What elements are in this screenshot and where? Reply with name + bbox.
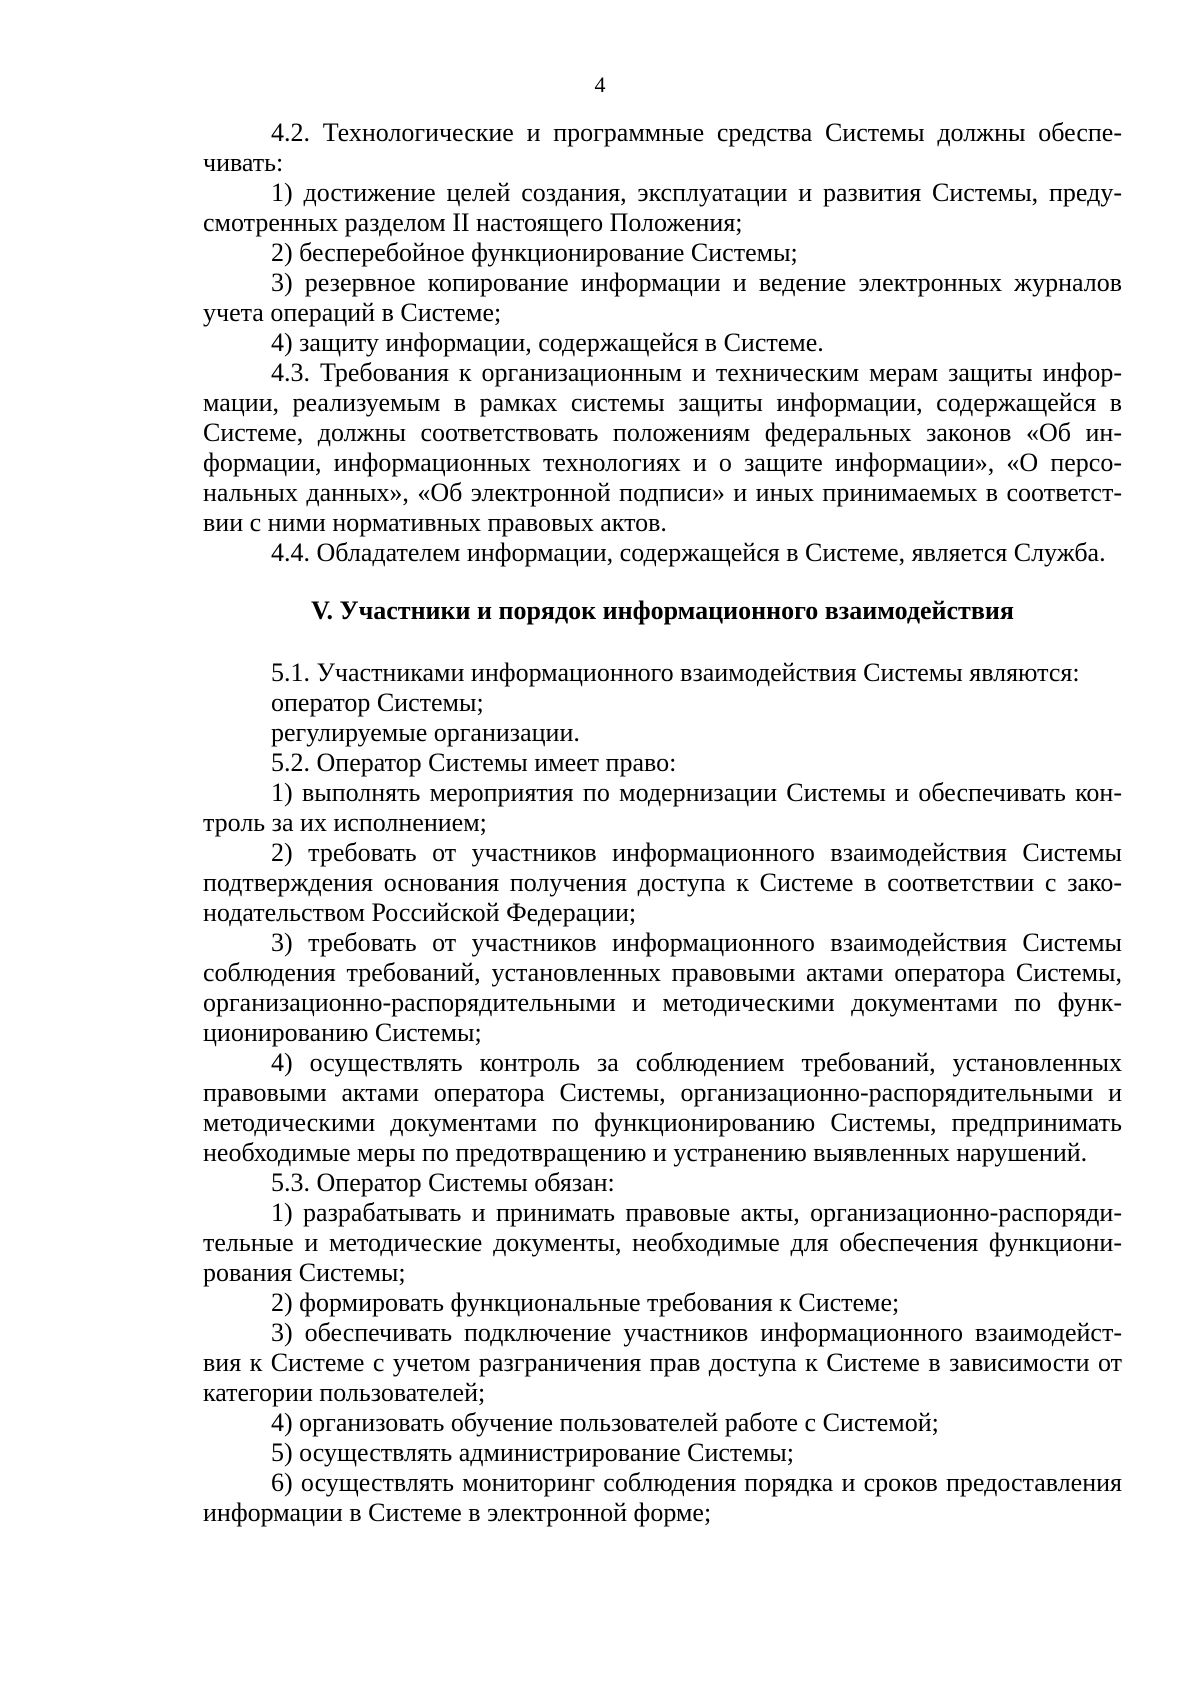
document-body xyxy=(203,118,1122,1528)
paragraph-4-4: 4.4. Обладателем информации, содержащейся в Системе, является Служба. xyxy=(271,538,1106,567)
paragraph-5-2: 5.2. Оператор Системы имеет право: xyxy=(271,748,677,777)
paragraph-5-3-item-5: 5) осуществлять администрирование Системы; xyxy=(271,1438,794,1467)
paragraph-4-2: 4.2. Технологические и программные средства Системы должны обеспечивать: xyxy=(203,118,1122,177)
paragraph-4-2-item-3: 3) резервное копирование информации и ведение электронных журналов учета операций в Системе; xyxy=(203,268,1122,327)
paragraph-5-2-item-3: 3) требовать от участников информационного взаимодействия Системы соблюдения требований, установленных правовыми актами оператора Системы, организационно-распорядительными и методическими документами по функционированию Системы; xyxy=(203,928,1122,1047)
paragraph-5-3-item-3: 3) обеспечивать подключение участников информационного взаимодействия к Системе с учетом разграничения прав доступа к Системе в зависимости от категории пользователей; xyxy=(203,1318,1122,1407)
paragraph-4-2-item-4: 4) защиту информации, содержащейся в Системе. xyxy=(271,328,824,357)
paragraph-5-3-item-4: 4) организовать обучение пользователей работе с Системой; xyxy=(271,1408,939,1437)
page-number: 4 xyxy=(594,72,606,97)
paragraph-5-2-item-2: 2) требовать от участников информационного взаимодействия Системы подтверждения основания получения доступа к Системе в соответствии с законодательством Российской Федерации; xyxy=(203,838,1122,927)
paragraph-5-1: 5.1. Участниками информационного взаимодействия Системы являются: xyxy=(271,658,1080,687)
paragraph-4-3: 4.3. Требования к организационным и техническим мерам защиты информации, реализуемым в рамках системы защиты информации, содержащейся в Системе, должны соответствовать положениям федеральных законов «Об информации, информационных технологиях и о защите информации», «О персональных данных», «Об электронной подписи» и иных принимаемых в соответствии с ними нормативных правовых актов. xyxy=(203,358,1122,537)
paragraph-5-2-item-4: 4) осуществлять контроль за соблюдением требований, установленных правовыми актами оператора Системы, организационно-распорядительными и методическими документами по функционированию Системы, предпринимать необходимые меры по предотвращению и устранению выявленных нарушений. xyxy=(203,1048,1122,1167)
paragraph-4-2-item-1: 1) достижение целей создания, эксплуатации и развития Системы, предусмотренных разделом II настоящего Положения; xyxy=(203,178,1122,237)
paragraph-4-2-item-2: 2) бесперебойное функционирование Системы; xyxy=(271,238,798,267)
paragraph-5-3-item-6: 6) осуществлять мониторинг соблюдения порядка и сроков предоставления информации в Системе в электронной форме; xyxy=(203,1468,1122,1527)
paragraph-5-2-item-1: 1) выполнять мероприятия по модернизации Системы и обеспечивать контроль за их исполнением; xyxy=(203,778,1122,837)
paragraph-5-1-item-a: оператор Системы; xyxy=(271,688,484,717)
paragraph-5-1-item-b: регулируемые организации. xyxy=(271,718,580,747)
paragraph-5-3: 5.3. Оператор Системы обязан: xyxy=(271,1168,615,1197)
paragraph-5-3-item-1: 1) разрабатывать и принимать правовые акты, организационно-распорядительные и методические документы, необходимые для обеспечения функционирования Системы; xyxy=(203,1198,1122,1287)
paragraph-5-3-item-2: 2) формировать функциональные требования к Системе; xyxy=(271,1288,900,1317)
section-heading: V. Участники и порядок информационного взаимодействия xyxy=(311,596,1014,625)
